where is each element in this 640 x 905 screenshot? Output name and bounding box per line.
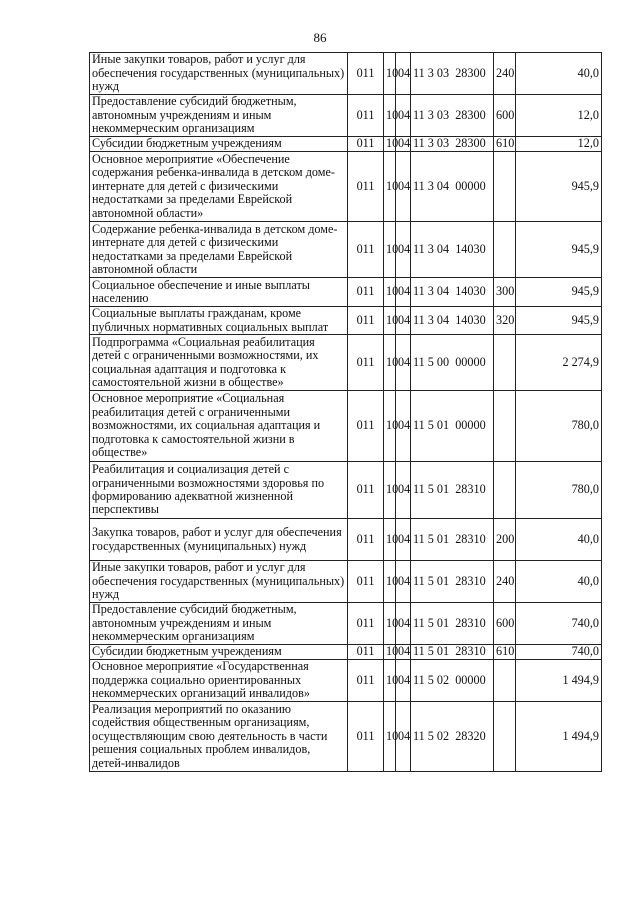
admin-code: 011 [348,561,384,603]
row-name: Социальное обеспечение и иные выплаты населению [90,278,348,307]
amount: 40,0 [516,53,602,95]
expense-type-code: 240 [494,561,516,603]
target-article-code: 11 3 03 28300 [411,53,494,95]
table-row [90,95,602,137]
section-code: 10 [384,462,396,519]
table-row [90,660,602,702]
page-number: 86 [313,30,327,45]
section-code: 10 [384,702,396,772]
admin-code: 011 [348,307,384,335]
admin-code: 011 [348,391,384,462]
section-code: 10 [384,137,396,152]
target-article-code: 11 5 01 28310 [411,561,494,603]
table-row [90,391,602,462]
admin-code: 011 [348,278,384,307]
section-code: 10 [384,561,396,603]
target-article-code: 11 3 04 14030 [411,222,494,278]
target-article-code: 11 3 04 14030 [411,278,494,307]
target-article-code: 11 5 00 00000 [411,335,494,391]
expense-type-code [494,462,516,519]
admin-code: 011 [348,519,384,561]
admin-code: 011 [348,137,384,152]
amount: 945,9 [516,222,602,278]
row-name: Предоставление субсидий бюджетным, автономным учреждениям и иным некоммерческим организациям [90,603,348,645]
table-row [90,519,602,561]
subsection-code: 04 [396,278,411,307]
subsection-code: 04 [396,561,411,603]
admin-code: 011 [348,660,384,702]
table-row [90,152,602,222]
table-row [90,222,602,278]
subsection-code: 04 [396,53,411,95]
row-name: Субсидии бюджетным учреждениям [90,645,348,660]
subsection-code: 04 [396,307,411,335]
table-row [90,335,602,391]
section-code: 10 [384,335,396,391]
expense-type-code: 320 [494,307,516,335]
section-code: 10 [384,222,396,278]
amount: 945,9 [516,307,602,335]
section-code: 10 [384,391,396,462]
amount: 945,9 [516,278,602,307]
row-name: Реализация мероприятий по оказанию содействия общественным организациям, осуществляющим свою деятельность в части решения социальных проблем инвалидов, детей-инвалидов [90,702,348,772]
expense-type-code [494,660,516,702]
table-row [90,702,602,772]
row-name: Основное мероприятие «Государственная поддержка социально ориентированных некоммерческих организаций инвалидов» [90,660,348,702]
target-article-code: 11 5 01 28310 [411,603,494,645]
target-article-code: 11 3 03 28300 [411,95,494,137]
target-article-code: 11 3 04 14030 [411,307,494,335]
section-code: 10 [384,603,396,645]
admin-code: 011 [348,702,384,772]
target-article-code: 11 5 02 00000 [411,660,494,702]
expense-type-code: 600 [494,603,516,645]
row-name: Субсидии бюджетным учреждениям [90,137,348,152]
row-name: Иные закупки товаров, работ и услуг для обеспечения государственных (муниципальных) нужд [90,561,348,603]
amount: 12,0 [516,95,602,137]
amount: 780,0 [516,462,602,519]
subsection-code: 04 [396,152,411,222]
subsection-code: 04 [396,222,411,278]
amount: 740,0 [516,603,602,645]
section-code: 10 [384,660,396,702]
admin-code: 011 [348,462,384,519]
amount: 40,0 [516,561,602,603]
subsection-code: 04 [396,462,411,519]
amount: 945,9 [516,152,602,222]
table-row [90,307,602,335]
admin-code: 011 [348,152,384,222]
section-code: 10 [384,645,396,660]
budget-table [89,52,602,772]
section-code: 10 [384,95,396,137]
amount: 12,0 [516,137,602,152]
row-name: Подпрограмма «Социальная реабилитация детей с ограниченными возможностями, их социальная адаптация и подготовка к самостоятельной жизни в обществе» [90,335,348,391]
target-article-code: 11 5 01 00000 [411,391,494,462]
row-name: Предоставление субсидий бюджетным, автономным учреждениям и иным некоммерческим организациям [90,95,348,137]
section-code: 10 [384,278,396,307]
expense-type-code: 600 [494,95,516,137]
section-code: 10 [384,53,396,95]
target-article-code: 11 3 04 00000 [411,152,494,222]
subsection-code: 04 [396,335,411,391]
row-name: Реабилитация и социализация детей с ограниченными возможностями здоровья по формированию адекватной жизненной перспективы [90,462,348,519]
subsection-code: 04 [396,660,411,702]
admin-code: 011 [348,53,384,95]
table-row [90,53,602,95]
expense-type-code [494,222,516,278]
amount: 780,0 [516,391,602,462]
amount: 1 494,9 [516,702,602,772]
table-row [90,137,602,152]
target-article-code: 11 3 03 28300 [411,137,494,152]
expense-type-code: 300 [494,278,516,307]
amount: 740,0 [516,645,602,660]
row-name: Основное мероприятие «Социальная реабилитация детей с ограниченными возможностями, их социальная адаптация и подготовка к самостоятельной жизни в обществе» [90,391,348,462]
row-name: Содержание ребенка-инвалида в детском доме-интернате для детей с физическими недостатками за пределами Еврейской автономной области [90,222,348,278]
expense-type-code [494,335,516,391]
admin-code: 011 [348,335,384,391]
table-row [90,462,602,519]
subsection-code: 04 [396,137,411,152]
subsection-code: 04 [396,645,411,660]
target-article-code: 11 5 01 28310 [411,645,494,660]
admin-code: 011 [348,645,384,660]
admin-code: 011 [348,603,384,645]
table-row [90,278,602,307]
row-name: Социальные выплаты гражданам, кроме публичных нормативных социальных выплат [90,307,348,335]
subsection-code: 04 [396,702,411,772]
amount: 2 274,9 [516,335,602,391]
target-article-code: 11 5 01 28310 [411,462,494,519]
expense-type-code [494,152,516,222]
row-name: Основное мероприятие «Обеспечение содержания ребенка-инвалида в детском доме-интернате для детей с физическими недостатками за пределами Еврейской автономной области» [90,152,348,222]
table-row [90,603,602,645]
expense-type-code: 610 [494,137,516,152]
row-name: Иные закупки товаров, работ и услуг для обеспечения государственных (муниципальных) нужд [90,53,348,95]
admin-code: 011 [348,95,384,137]
amount: 1 494,9 [516,660,602,702]
section-code: 10 [384,307,396,335]
budget-table-body [90,53,602,772]
section-code: 10 [384,519,396,561]
row-name: Закупка товаров, работ и услуг для обеспечения государственных (муниципальных) нужд [90,519,348,561]
subsection-code: 04 [396,95,411,137]
amount: 40,0 [516,519,602,561]
admin-code: 011 [348,222,384,278]
table-row [90,561,602,603]
subsection-code: 04 [396,603,411,645]
section-code: 10 [384,152,396,222]
expense-type-code: 240 [494,53,516,95]
expense-type-code [494,391,516,462]
subsection-code: 04 [396,391,411,462]
subsection-code: 04 [396,519,411,561]
expense-type-code: 610 [494,645,516,660]
target-article-code: 11 5 02 28320 [411,702,494,772]
target-article-code: 11 5 01 28310 [411,519,494,561]
expense-type-code: 200 [494,519,516,561]
table-row [90,645,602,660]
expense-type-code [494,702,516,772]
